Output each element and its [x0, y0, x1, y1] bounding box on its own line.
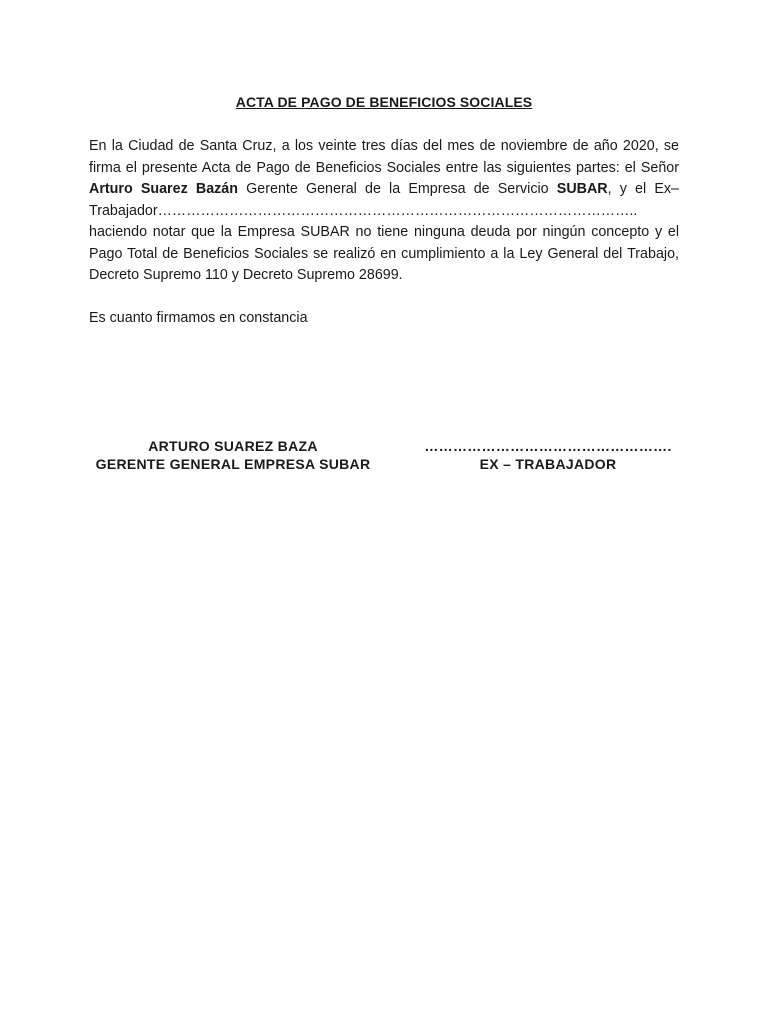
main-paragraph: [89, 136, 679, 287]
signatory-name: ARTURO SUAREZ BAZA: [148, 438, 318, 454]
paragraph-part-3: , y el Ex–Trabajador……………………………………………………………………………………….. haciendo notar que la Empresa SUBAR no tiene ninguna deuda por ningún concepto y el Pago Total de Beneficios Sociales se realizó en cumplimiento a la Ley General del Trabajo, Decreto Supremo 110 y Decreto Supremo 28699.: [89, 181, 679, 283]
signatory-role: GERENTE GENERAL EMPRESA SUBAR: [95, 455, 371, 472]
signature-dotted-line: …………………………………………….: [424, 438, 672, 454]
paragraph-part-1: En la Ciudad de Santa Cruz, a los veinte tres días del mes de noviembre de año 2020, se firma el presente Acta de Pago de Beneficios Sociales entre las siguientes partes: el Señor: [89, 138, 679, 176]
signature-employee: [418, 438, 678, 473]
company-name: SUBAR: [556, 181, 608, 197]
manager-name: Arturo Suarez Bazán: [89, 181, 238, 197]
document-title: ACTA DE PAGO DE BENEFICIOS SOCIALES: [235, 94, 533, 110]
paragraph-part-2: Gerente General de la Empresa de Servicio: [238, 181, 557, 197]
employee-role: EX – TRABAJADOR: [479, 455, 617, 472]
closing-statement: Es cuanto firmamos en constancia: [89, 310, 308, 326]
signature-manager: [89, 438, 377, 473]
paragraph-text: [89, 136, 679, 287]
